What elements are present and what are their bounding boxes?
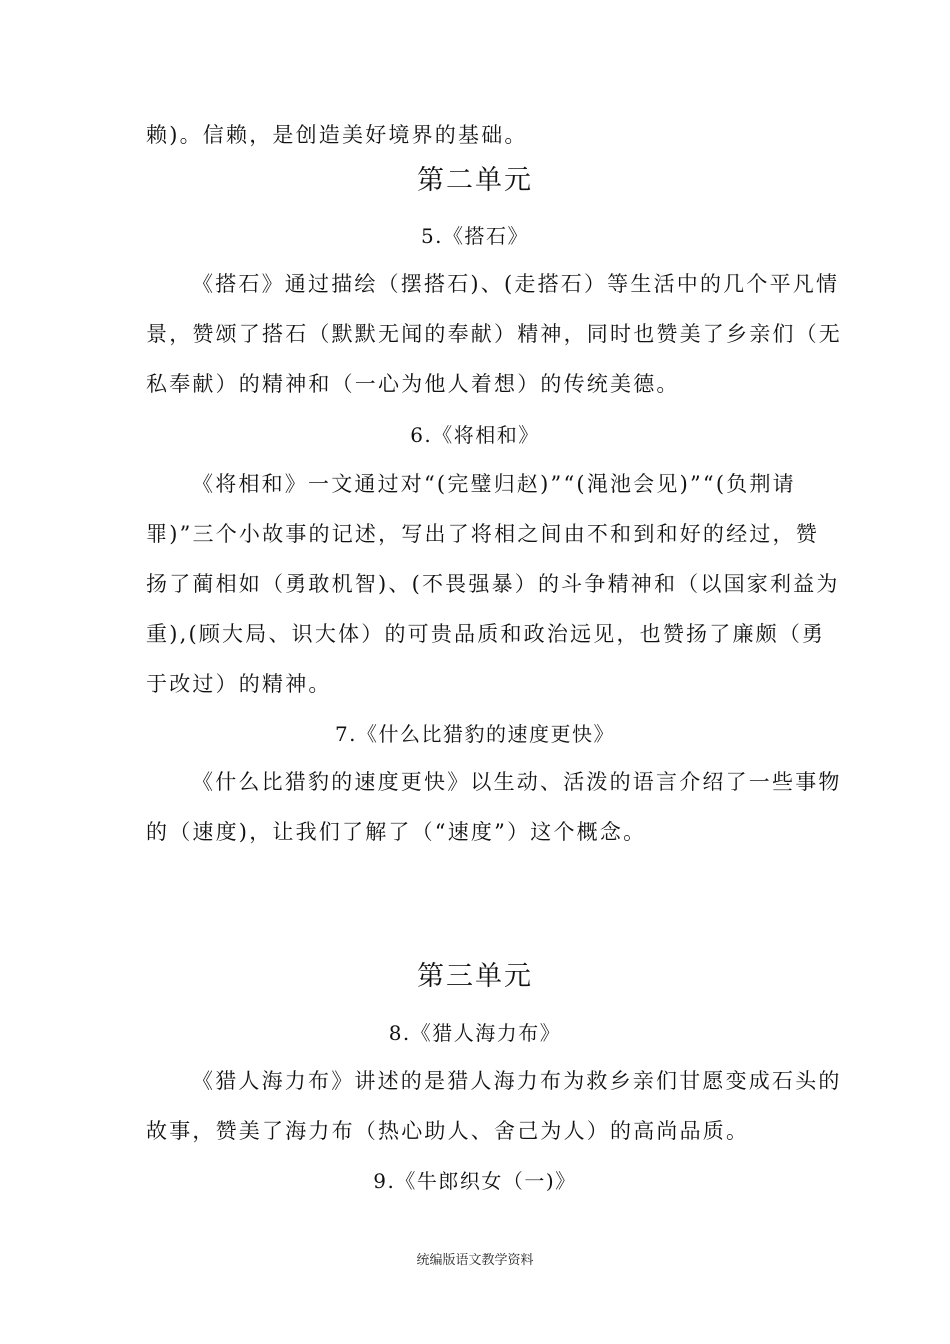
- paragraph-line: 罪)”三个小故事的记述，写出了将相之间由不和到和好的经过，赞: [146, 522, 819, 546]
- paragraph-line: 《搭石》通过描绘（摆搭石)、(走搭石）等生活中的几个平凡情: [192, 272, 840, 296]
- page-footer: 统编版语文教学资料: [416, 1253, 534, 1268]
- paragraph-line: 《什么比猎豹的速度更快》以生动、活泼的语言介绍了一些事物: [192, 770, 842, 794]
- paragraph-line: 扬了蔺相如（勇敢机智)、(不畏强暴）的斗争精神和（以国家利益为: [146, 572, 840, 596]
- unit-heading: 第三单元: [417, 961, 533, 992]
- paragraph-line: 私奉献）的精神和（一心为他人着想）的传统美德。: [146, 372, 680, 396]
- lesson-title: 7.《什么比猎豹的速度更快》: [334, 722, 616, 746]
- paragraph-line: 《将相和》一文通过对“(完璧归赵)”“(渑池会见)”“(负荆请: [192, 472, 796, 496]
- paragraph-line: 赖)。信赖，是创造美好境界的基础。: [146, 123, 528, 147]
- lesson-title: 9.《牛郎织女（一)》: [373, 1169, 577, 1193]
- paragraph-line: 《猎人海力布》讲述的是猎人海力布为救乡亲们甘愿变成石头的: [192, 1069, 842, 1093]
- paragraph-line: 故事，赞美了海力布（热心助人、舍己为人）的高尚品质。: [146, 1119, 750, 1143]
- paragraph-line: 重),(顾大局、识大体）的可贵品质和政治远见，也赞扬了廉颇（勇: [146, 622, 826, 646]
- lesson-title: 8.《猎人海力布》: [388, 1021, 562, 1045]
- paragraph-line: 于改过）的精神。: [146, 672, 332, 696]
- lesson-title: 5.《搭石》: [420, 224, 530, 248]
- unit-heading: 第二单元: [417, 165, 533, 196]
- paragraph-line: 的（速度)，让我们了解了（“速度”）这个概念。: [146, 820, 647, 844]
- lesson-title: 6.《将相和》: [410, 423, 540, 447]
- paragraph-line: 景，赞颂了搭石（默默无闻的奉献）精神，同时也赞美了乡亲们（无: [146, 322, 842, 346]
